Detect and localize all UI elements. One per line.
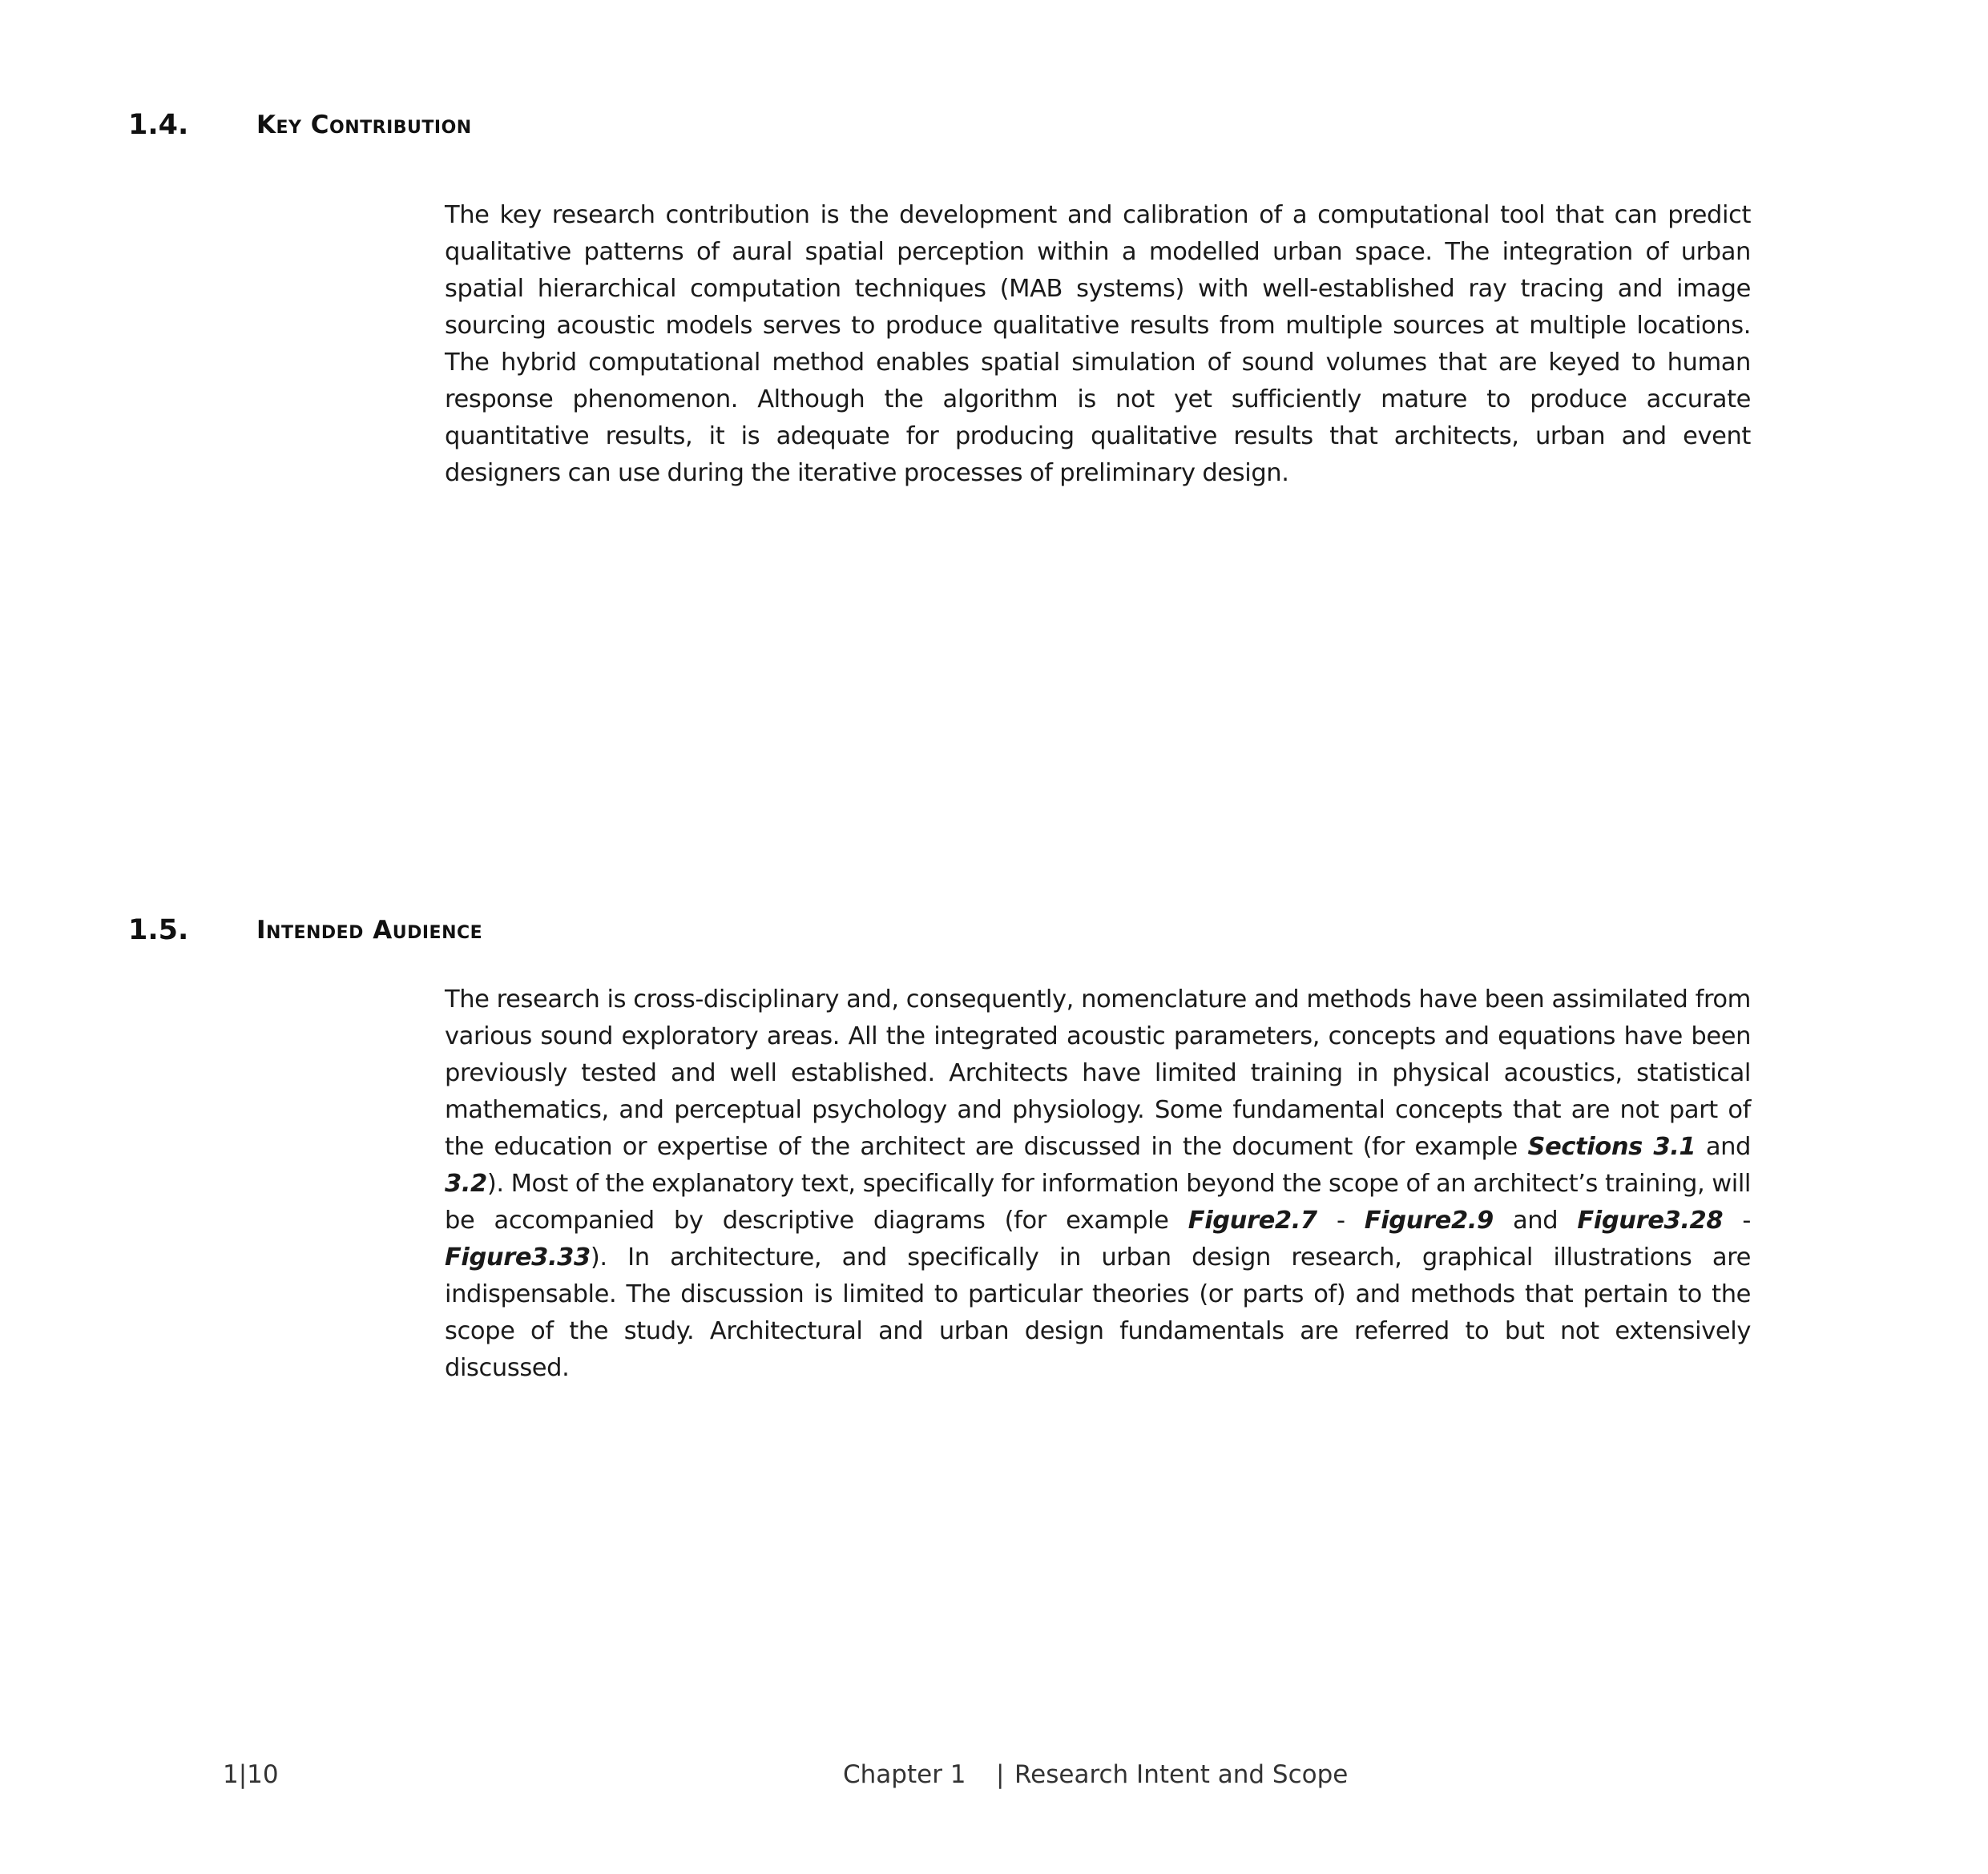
figure-reference: Figure2.7 — [1188, 1207, 1317, 1235]
section-number: 1.5. — [128, 914, 189, 946]
section-reference: 3.2 — [445, 1170, 487, 1198]
key-contribution-paragraph — [445, 197, 1751, 492]
paragraph-text: - — [1723, 1207, 1752, 1235]
paragraph-text: ). Most of the explanatory text, specifically for information beyond the scope of an architect’s training, will be accompanied by descriptive diagrams (for example — [445, 1170, 1751, 1235]
page-number: 1|10 — [223, 1760, 279, 1789]
paragraph-text: ). In architecture, and specifically in urban design research, graphical illustrations are indispensable. The discussion is limited to particular theories (or parts of) and methods that pertain to the scope of the study. Architectural and urban design fundamentals are referred to but not extensively discussed. — [445, 1243, 1751, 1382]
section-title: Key Contribution — [256, 111, 472, 139]
paragraph-text: The research is cross-disciplinary and, consequently, nomenclature and methods have been assimilated from various sound exploratory areas. All the integrated acoustic parameters, concepts and equations have been previously tested and well established. Architects have limited training in physical acoustics, statistical mathematics, and perceptual psychology and physiology. Some fundamental concepts that are not part of the education or expertise of the architect are discussed in the document (for example — [445, 985, 1751, 1161]
section-number: 1.4. — [128, 109, 189, 141]
chapter-label: Chapter 1 — [843, 1760, 966, 1789]
paragraph-text: The key research contribution is the development and calibration of a computational tool that can predict qualitative patterns of aural spatial perception within a modelled urban space. The integration of urban spatial hierarchical computation techniques (MAB systems) with well-established ray tracing and image sourcing acoustic models serves to produce qualitative results from multiple sources at multiple locations. The hybrid computational method enables spatial simulation of sound volumes that are keyed to human response phenomenon. Although the algorithm is not yet sufficiently mature to produce accurate quantitative results, it is adequate for producing qualitative results that architects, urban and event designers can use during the iterative processes of preliminary design. — [445, 201, 1751, 487]
paragraph-text: and — [1696, 1133, 1751, 1161]
paragraph-text: - — [1317, 1207, 1365, 1235]
intended-audience-paragraph — [445, 981, 1751, 1387]
section-title: Intended Audience — [256, 916, 483, 945]
chapter-title: Research Intent and Scope — [1014, 1760, 1349, 1789]
footer-separator: | — [996, 1760, 1005, 1789]
section-reference: Sections 3.1 — [1527, 1133, 1696, 1161]
figure-reference: Figure3.33 — [445, 1243, 591, 1271]
figure-reference: Figure2.9 — [1364, 1207, 1494, 1235]
paragraph-text: and — [1493, 1207, 1578, 1235]
figure-reference: Figure3.28 — [1577, 1207, 1724, 1235]
